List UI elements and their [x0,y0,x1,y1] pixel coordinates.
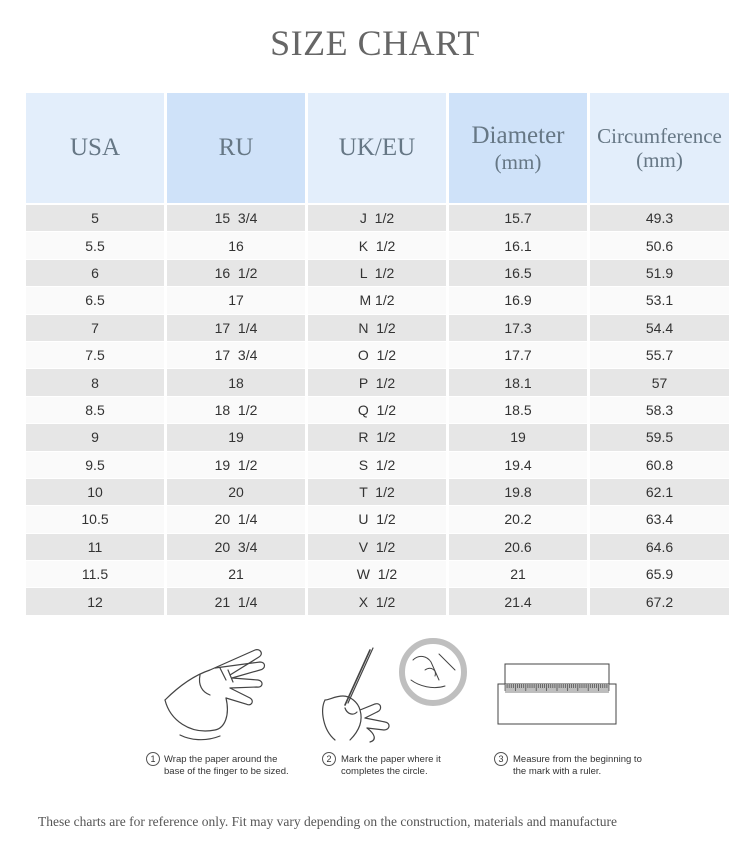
ru-cell: 21 [167,561,305,587]
measuring-instructions [0,620,750,800]
ukeu-cell: O 1/2 [308,342,446,368]
circumference-cell: 65.9 [590,561,729,587]
column-circumference-values [590,205,729,615]
step-1-line-1: Wrap the paper around the [164,754,278,765]
header-usa-label: USA [69,133,120,161]
header-circumference [590,93,729,203]
circumference-cell: 67.2 [590,588,729,614]
diameter-cell: 16.1 [449,232,587,258]
usa-cell: 9 [26,424,164,450]
circumference-cell: 58.3 [590,397,729,423]
mark-paper-illustration [315,630,470,750]
column-diameter [449,93,587,616]
usa-cell: 5 [26,205,164,231]
usa-cell: 7 [26,315,164,341]
diameter-cell: 19.4 [449,452,587,478]
step-1-number: 1 [146,752,160,766]
ukeu-cell: U 1/2 [308,506,446,532]
ukeu-cell: P 1/2 [308,369,446,395]
step-3-number: 3 [494,752,508,766]
size-chart-table [26,93,727,616]
column-ukeu [308,93,446,616]
ru-cell: 17 [167,287,305,313]
circumference-cell: 62.1 [590,479,729,505]
step-3-text [513,754,642,778]
page-title: SIZE CHART [270,23,480,63]
disclaimer-text: These charts are for reference only. Fit may vary depending on the construction, materials and manufacture [38,814,618,829]
diameter-cell: 21.4 [449,588,587,614]
step-3-line-2: the mark with a ruler. [513,766,602,777]
usa-cell: 12 [26,588,164,614]
diameter-cell: 16.5 [449,260,587,286]
ukeu-cell: V 1/2 [308,534,446,560]
ukeu-cell: R 1/2 [308,424,446,450]
column-circumference [590,93,729,616]
column-ru [167,93,305,616]
column-ukeu-values [308,205,446,615]
header-usa [26,93,164,203]
step-2-line-1: Mark the paper where it [341,754,441,765]
ru-cell: 18 [167,369,305,395]
ukeu-cell: M 1/2 [308,287,446,313]
header-ru [167,93,305,203]
usa-cell: 9.5 [26,452,164,478]
ru-cell: 16 [167,232,305,258]
zoom-circle [402,641,464,703]
header-ukeu-label: UK/EU [338,133,416,161]
diameter-cell: 19.8 [449,479,587,505]
step-3-line-1: Measure from the beginning to [513,754,642,765]
usa-cell: 7.5 [26,342,164,368]
ukeu-cell: W 1/2 [308,561,446,587]
circumference-cell: 50.6 [590,232,729,258]
usa-cell: 8 [26,369,164,395]
ukeu-cell: J 1/2 [308,205,446,231]
ukeu-cell: S 1/2 [308,452,446,478]
usa-cell: 11.5 [26,561,164,587]
diameter-cell: 18.1 [449,369,587,395]
usa-cell: 5.5 [26,232,164,258]
usa-cell: 8.5 [26,397,164,423]
ru-cell: 21 1/4 [167,588,305,614]
ukeu-cell: N 1/2 [308,315,446,341]
circumference-cell: 64.6 [590,534,729,560]
ru-cell: 19 1/2 [167,452,305,478]
diameter-cell: 20.2 [449,506,587,532]
usa-cell: 6.5 [26,287,164,313]
circumference-cell: 57 [590,369,729,395]
ru-cell: 20 1/4 [167,506,305,532]
step-2-number: 2 [322,752,336,766]
diameter-cell: 21 [449,561,587,587]
usa-cell: 10.5 [26,506,164,532]
usa-cell: 10 [26,479,164,505]
step-1-text [164,754,289,778]
header-diameter-label: Diameter [471,121,565,149]
column-usa [26,93,164,616]
usa-cell: 11 [26,534,164,560]
header-diameter [449,93,587,203]
ru-cell: 18 1/2 [167,397,305,423]
wrap-finger-illustration [160,640,280,750]
circumference-cell: 49.3 [590,205,729,231]
circumference-cell: 55.7 [590,342,729,368]
ru-cell: 19 [167,424,305,450]
diameter-cell: 17.3 [449,315,587,341]
ru-cell: 20 3/4 [167,534,305,560]
circumference-cell: 63.4 [590,506,729,532]
diameter-cell: 20.6 [449,534,587,560]
column-diameter-values [449,205,587,615]
diameter-cell: 15.7 [449,205,587,231]
ukeu-cell: K 1/2 [308,232,446,258]
header-circumference-unit: (mm) [636,148,683,172]
ukeu-cell: Q 1/2 [308,397,446,423]
ukeu-cell: L 1/2 [308,260,446,286]
step-2-text [341,754,441,778]
circumference-cell: 60.8 [590,452,729,478]
diameter-cell: 19 [449,424,587,450]
ru-cell: 20 [167,479,305,505]
ukeu-cell: X 1/2 [308,588,446,614]
ruler-illustration [495,660,620,728]
step-2-line-2: completes the circle. [341,766,428,777]
diameter-cell: 16.9 [449,287,587,313]
header-diameter-unit: (mm) [494,150,542,175]
ru-cell: 17 3/4 [167,342,305,368]
header-circumference-label: Circumference [597,123,722,148]
diameter-cell: 17.7 [449,342,587,368]
header-ukeu [308,93,446,203]
ru-cell: 15 3/4 [167,205,305,231]
step-1-line-2: base of the finger to be sized. [164,766,289,777]
circumference-cell: 59.5 [590,424,729,450]
circumference-cell: 53.1 [590,287,729,313]
circumference-cell: 51.9 [590,260,729,286]
ru-cell: 17 1/4 [167,315,305,341]
column-usa-values [26,205,164,615]
circumference-cell: 54.4 [590,315,729,341]
usa-cell: 6 [26,260,164,286]
header-ru-label: RU [218,133,254,161]
diameter-cell: 18.5 [449,397,587,423]
column-ru-values [167,205,305,615]
ru-cell: 16 1/2 [167,260,305,286]
ukeu-cell: T 1/2 [308,479,446,505]
